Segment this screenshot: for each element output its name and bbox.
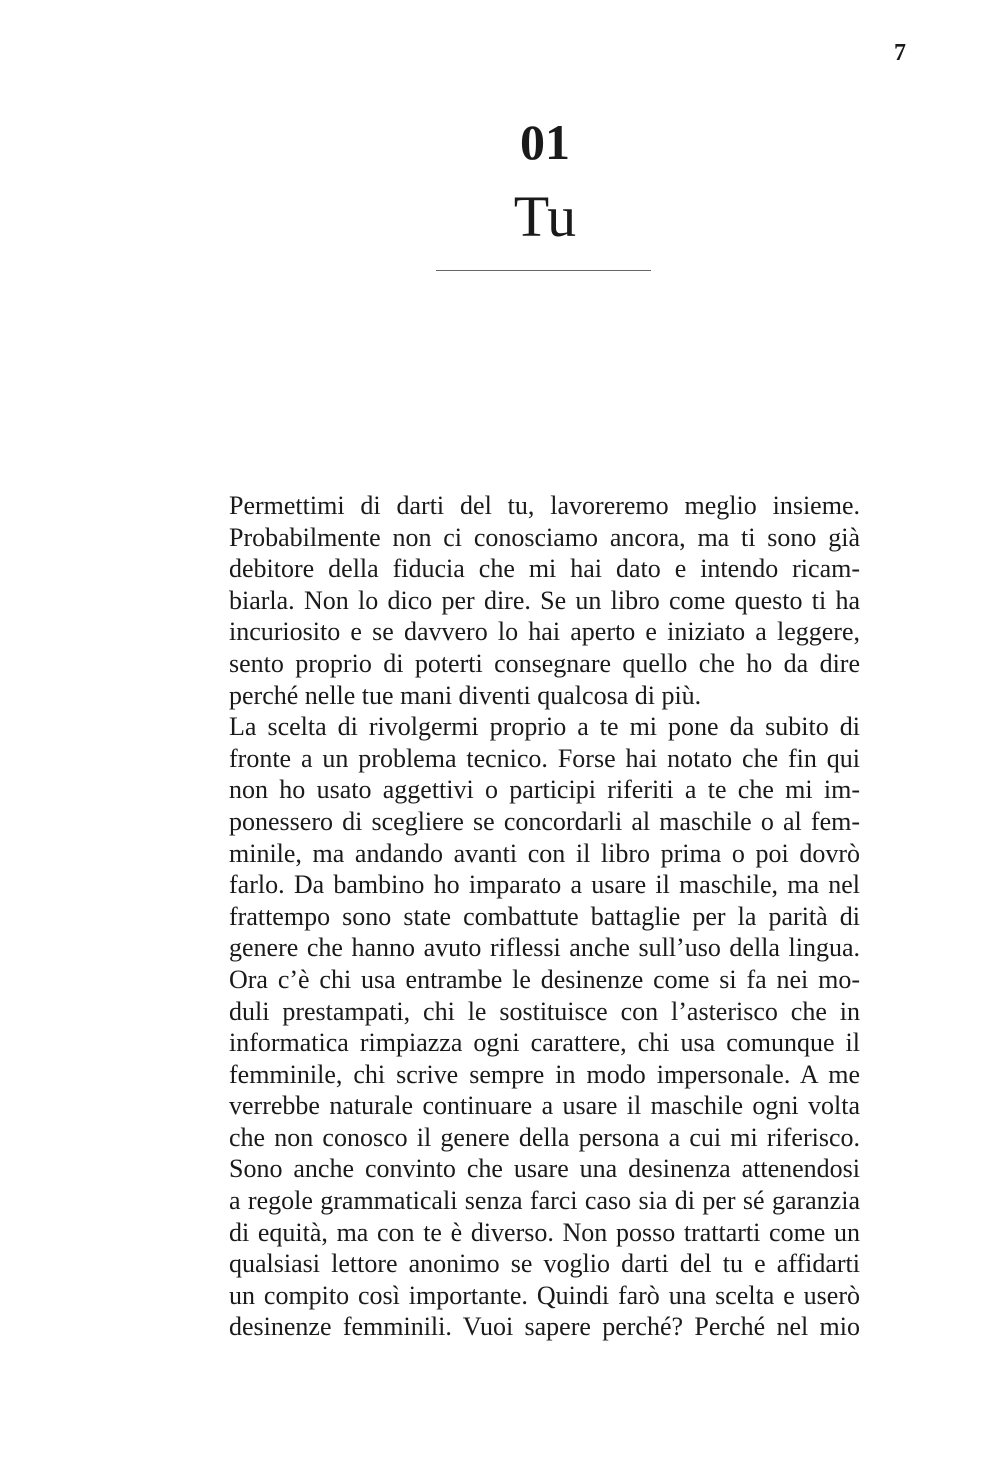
text-line: desinenze femminili. Vuoi sapere perché? Perché nel mio	[229, 1312, 860, 1342]
text-line: Permettimi di darti del tu, lavoreremo meglio insieme.	[229, 491, 860, 520]
body-text	[229, 490, 860, 1343]
text-line: a regole grammaticali senza farci caso sia di per sé garanzia	[229, 1186, 860, 1216]
chapter-divider	[436, 270, 651, 271]
text-line: La scelta di rivolgermi proprio a te mi pone da subito di	[229, 712, 860, 742]
chapter-title: Tu	[513, 184, 577, 249]
text-line: perché nelle tue mani diventi qualcosa di più.	[229, 680, 702, 710]
text-line: incuriosito e se davvero lo hai aperto e iniziato a leggere,	[229, 617, 860, 647]
text-line: di equità, ma con te è diverso. Non posso trattarti come un	[229, 1217, 860, 1247]
text-line: genere che hanno avuto riflessi anche sull’uso della lingua.	[229, 933, 860, 963]
chapter-header	[390, 112, 700, 252]
text-line: sento proprio di poterti consegnare quello che ho da dire	[229, 648, 860, 678]
text-line: duli prestampati, chi le sostituisce con l’asterisco che in	[229, 996, 860, 1026]
text-line: frattempo sono state combattute battaglie per la parità di	[229, 901, 860, 931]
text-line: Ora c’è chi usa entrambe le desinenze come si fa nei mo-	[229, 964, 860, 994]
text-line: minile, ma andando avanti con il libro prima o poi dovrò	[229, 838, 860, 868]
text-line: fronte a un problema tecnico. Forse hai notato che fin qui	[229, 743, 860, 773]
text-line: verrebbe naturale continuare a usare il maschile ogni volta	[229, 1091, 860, 1121]
text-line: femminile, chi scrive sempre in modo impersonale. A me	[229, 1059, 860, 1089]
chapter-number: 01	[520, 114, 570, 170]
text-line: ponessero di scegliere se concordarli al maschile o al fem-	[229, 806, 860, 836]
text-line: informatica rimpiazza ogni carattere, chi usa comunque il	[229, 1028, 860, 1058]
text-line: non ho usato aggettivi o participi riferiti a te che mi im-	[229, 775, 860, 805]
text-line: un compito così importante. Quindi farò una scelta e userò	[229, 1280, 860, 1310]
text-line: biarla. Non lo dico per dire. Se un libro come questo ti ha	[229, 585, 860, 615]
text-line: che non conosco il genere della persona a cui mi riferisco.	[229, 1122, 860, 1152]
text-line: farlo. Da bambino ho imparato a usare il maschile, ma nel	[229, 870, 860, 900]
text-line: debitore della fiducia che mi hai dato e intendo ricam-	[229, 554, 860, 584]
text-line: Probabilmente non ci conosciamo ancora, ma ti sono già	[229, 522, 860, 552]
text-line: Sono anche convinto che usare una desinenza attenendosi	[229, 1154, 860, 1184]
page-number: 7	[894, 40, 906, 66]
text-line: qualsiasi lettore anonimo se voglio darti del tu e affidarti	[229, 1249, 860, 1279]
